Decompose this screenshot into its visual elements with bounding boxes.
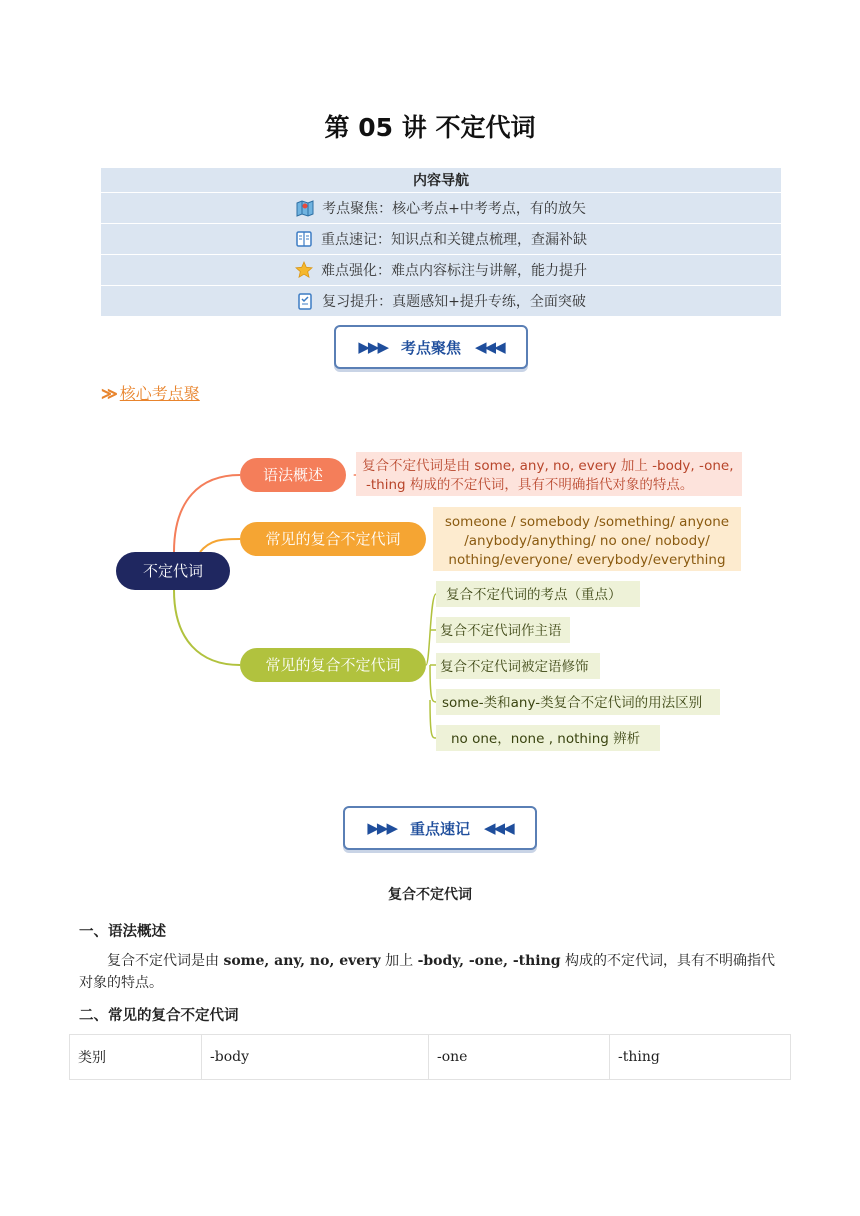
leaf-label-2: 复合不定代词作主语: [440, 623, 562, 639]
branch2-label: 常见的复合不定代词: [265, 530, 401, 548]
core-points-label[interactable]: 核心考点聚: [119, 384, 200, 403]
table-header-one: -one: [429, 1035, 610, 1080]
pronoun-table: [69, 1034, 791, 1080]
section-title: 复合不定代词: [388, 887, 472, 903]
branch3-label: 常见的复合不定代词: [265, 656, 401, 674]
book-icon: [295, 230, 313, 248]
table-header-body: -body: [202, 1035, 429, 1080]
left-arrows-icon: ◀◀◀: [475, 338, 504, 356]
notepad-icon: [296, 292, 314, 310]
branch2-detail-line-3: nothing/everyone/ everybody/everything: [448, 552, 726, 568]
table-header-thing: -thing: [610, 1035, 791, 1080]
overview-paragraph: 复合不定代词是由 some, any, no, every 加上 -body, -one, -thing 构成的不定代词，具有不明确指代对象的特点。: [79, 953, 776, 991]
root-label: 不定代词: [142, 562, 204, 580]
heading-common: 二、常见的复合不定代词: [79, 1008, 239, 1024]
branch1-detail-line-1: 复合不定代词是由 some, any, no, every 加上 -body, -one,: [362, 458, 734, 474]
heading-overview: 一、语法概述: [79, 924, 166, 940]
double-chevron-icon: ≫: [101, 384, 118, 403]
banner-focus: [334, 325, 528, 369]
map-icon: [296, 199, 314, 217]
leaf-label-5: no one，none , nothing 辨析: [451, 731, 641, 747]
banner-memo: [343, 806, 537, 850]
connector-leaves: [426, 594, 436, 738]
page-title: 第 05 讲 不定代词: [324, 113, 536, 142]
nav-item-difficulty: 难点强化：难点内容标注与讲解，能力提升: [101, 255, 781, 286]
connector-b3: [174, 590, 240, 665]
banner-label: 重点速记: [409, 819, 470, 838]
branch2-detail-line-1: someone / somebody /something/ anyone: [444, 514, 730, 530]
star-icon: [295, 261, 313, 279]
leaf-label-1: 复合不定代词的考点（重点）: [446, 587, 622, 603]
banner-label: 考点聚焦: [400, 338, 461, 357]
core-points-link[interactable]: [101, 381, 200, 404]
table-header-category: 类别: [70, 1035, 202, 1080]
nav-item-memo: 重点速记：知识点和关键点梳理，查漏补缺: [101, 224, 781, 255]
connector-b1: [174, 475, 240, 552]
branch1-detail-line-2: -thing 构成的不定代词，具有不明确指代对象的特点。: [366, 477, 694, 493]
branch2-detail-line-2: /anybody/anything/ no one/ nobody/: [464, 533, 710, 549]
right-arrows-icon: ▶▶▶: [358, 338, 387, 356]
left-arrows-icon: ◀◀◀: [484, 819, 513, 837]
mindmap: [0, 440, 860, 770]
right-arrows-icon: ▶▶▶: [367, 819, 396, 837]
nav-item-focus: 考点聚焦：核心考点+中考考点，有的放矢: [101, 193, 781, 224]
leaf-label-3: 复合不定代词被定语修饰: [440, 659, 589, 675]
nav-heading: 内容导航: [101, 168, 781, 193]
content-navigation: [101, 168, 781, 317]
branch1-label: 语法概述: [262, 466, 324, 484]
connector-b2: [200, 539, 240, 552]
leaf-label-4: some-类和any-类复合不定代词的用法区别: [442, 695, 703, 711]
table-row: [70, 1035, 791, 1080]
nav-item-review: 复习提升：真题感知+提升专练，全面突破: [101, 286, 781, 317]
